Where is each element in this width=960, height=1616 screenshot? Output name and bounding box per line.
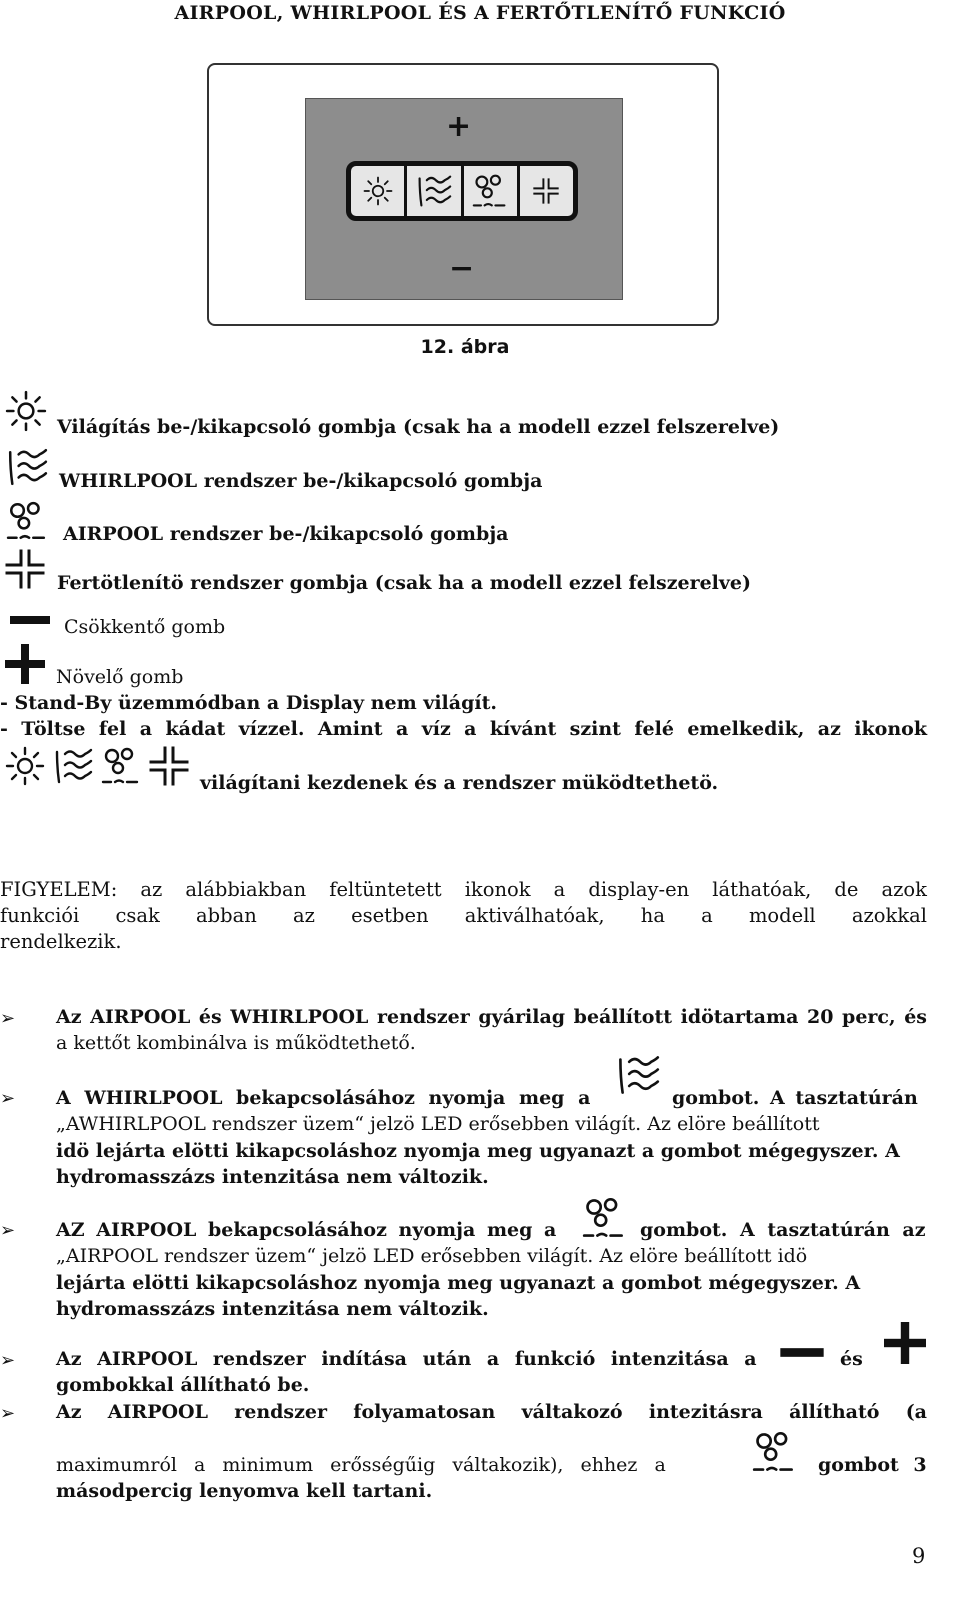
page-number: 9 <box>912 1544 926 1568</box>
disinfection-icon <box>5 549 45 589</box>
legend-light-text: Világítás be-/kikapcsoló gombja (csak ha a modell ezzel felszerelve) <box>57 416 780 438</box>
bullet2-line1-start: A WHIRLPOOL bekapcsolásához nyomja meg a <box>56 1087 591 1109</box>
fill-note: - Töltse fel a kádat vízzel. Amint a víz a kívánt szint felé emelkedik, az ikonok <box>0 718 927 740</box>
bullet1-line1: Az AIRPOOL és WHIRLPOOL rendszer gyárilag beállított idötartama 20 perc, és <box>56 1006 927 1028</box>
inline-icon-row <box>5 746 189 786</box>
bullet4-line2: gombokkal állítható be. <box>56 1374 310 1396</box>
legend-disinfection-text: Fertötlenítö rendszer gombja (csak ha a modell ezzel felszerelve) <box>57 572 752 594</box>
bullet5-line1: Az AIRPOOL rendszer folyamatosan váltakozó intezitásra állítható (a <box>56 1401 927 1423</box>
standby-note: - Stand-By üzemmódban a Display nem világít. <box>0 692 497 714</box>
bullet-arrow: ➢ <box>0 1220 16 1241</box>
bullet2-line3: idö lejárta elötti kikapcsoláshoz nyomja meg ugyanazt a gombot mégegyszer. A <box>56 1140 900 1162</box>
disinfection-icon <box>149 746 189 786</box>
control-panel-figure <box>207 63 719 326</box>
minus-icon <box>10 614 50 626</box>
bullet2-line1-end: gombot. A tasztatúrán <box>672 1087 918 1109</box>
airpool-icon <box>101 746 141 786</box>
airpool-icon <box>6 500 48 542</box>
bullet5-line2-end: gombot 3 <box>818 1454 927 1476</box>
light-icon <box>363 176 393 206</box>
bullet1-line2: a kettőt kombinálva is működtethető. <box>56 1032 416 1054</box>
bullet-arrow: ➢ <box>0 1403 16 1424</box>
bullet3-line1-end: gombot. A tasztatúrán az <box>640 1219 926 1241</box>
airpool-icon <box>472 173 508 209</box>
keypad <box>346 161 578 221</box>
airpool-icon <box>582 1196 626 1240</box>
minus-icon <box>780 1346 824 1359</box>
whirlpool-icon <box>53 746 93 786</box>
bullet-arrow: ➢ <box>0 1008 16 1029</box>
bullet2-line4: hydromasszázs intenzitása nem változik. <box>56 1166 489 1188</box>
bullet5-line3: másodpercig lenyomva kell tartani. <box>56 1480 433 1502</box>
legend-minus-text: Csökkentő gomb <box>64 616 226 638</box>
disinfection-button[interactable] <box>520 166 573 216</box>
warning-line-2: funkciói csak abban az esetben aktiválhatóak, ha a modell azokkal <box>0 904 927 927</box>
legend-plus-text: Növelő gomb <box>56 666 184 688</box>
disinfection-icon <box>533 178 559 204</box>
bullet-arrow: ➢ <box>0 1088 16 1109</box>
bullet3-line1-start: AZ AIRPOOL bekapcsolásához nyomja meg a <box>56 1219 557 1241</box>
warning-line-1: FIGYELEM: az alábbiakban feltüntetett ikonok a display-en láthatóak, de azok <box>0 878 927 901</box>
whirlpool-icon <box>6 446 48 488</box>
whirlpool-button[interactable] <box>407 166 463 216</box>
airpool-icon <box>752 1430 796 1474</box>
bullet5-line2-start: maximumról a minimum erősségűig váltakozik), ehhez a <box>56 1454 666 1476</box>
plus-label: + <box>446 109 472 144</box>
airpool-button[interactable] <box>464 166 520 216</box>
light-icon <box>5 746 45 786</box>
figure-caption: 12. ábra <box>420 336 510 358</box>
light-button[interactable] <box>351 166 407 216</box>
bullet-arrow: ➢ <box>0 1350 16 1371</box>
legend-whirlpool-text: WHIRLPOOL rendszer be-/kikapcsoló gombja <box>59 470 543 492</box>
minus-label: − <box>449 251 475 286</box>
legend-airpool-text: AIRPOOL rendszer be-/kikapcsoló gombja <box>63 523 509 545</box>
bullet3-line4: hydromasszázs intenzitása nem változik. <box>56 1298 489 1320</box>
fill-note-continued: világítani kezdenek és a rendszer müködtethetö. <box>200 772 719 794</box>
bullet4-line1-end: és <box>840 1348 863 1370</box>
warning-line-3: rendelkezik. <box>0 930 122 953</box>
bullet3-line3: lejárta elötti kikapcsoláshoz nyomja meg ugyanazt a gombot mégegyszer. A <box>56 1272 861 1294</box>
whirlpool-icon <box>416 173 452 209</box>
plus-icon <box>5 644 45 684</box>
bullet4-line1-start: Az AIRPOOL rendszer indítása után a funkció intenzitása a <box>56 1348 757 1370</box>
bullet2-line2: „AWHIRLPOOL rendszer üzem“ jelzö LED erősebben világít. Az elöre beállított <box>56 1113 820 1135</box>
control-panel-surface <box>305 98 623 300</box>
whirlpool-icon <box>616 1053 660 1097</box>
light-icon <box>5 390 47 432</box>
page-title: AIRPOOL, WHIRLPOOL ÉS A FERTŐTLENÍTŐ FUNKCIÓ <box>174 2 786 24</box>
plus-icon <box>884 1322 926 1364</box>
bullet3-line2: „AIRPOOL rendszer üzem“ jelzö LED erősebben világít. Az elöre beállított idö <box>56 1245 808 1267</box>
